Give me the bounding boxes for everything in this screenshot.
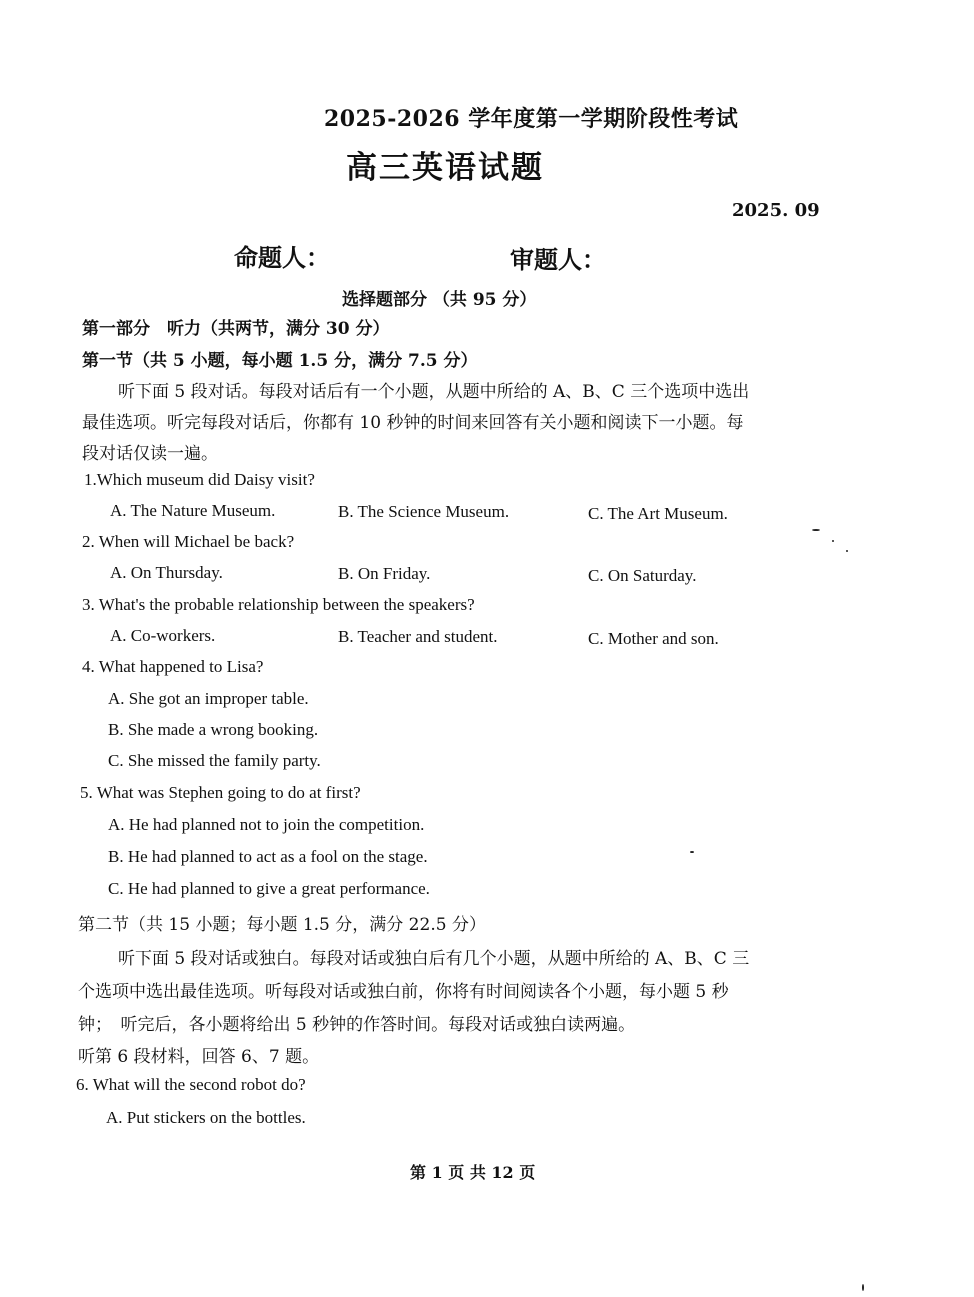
question-4-option-c: C. She missed the family party. bbox=[108, 751, 321, 770]
author-label: 命题人： bbox=[234, 243, 330, 272]
section-total: 选择题部分 （共 95 分） bbox=[342, 290, 537, 310]
question-1-option-c: C. The Art Museum. bbox=[588, 504, 728, 523]
question-4-option-a: A. She got an improper table. bbox=[108, 689, 309, 708]
question-3-option-a: A. Co-workers. bbox=[110, 626, 216, 645]
question-1-option-b: B. The Science Museum. bbox=[338, 502, 510, 521]
question-3-option-b: B. Teacher and student. bbox=[338, 627, 498, 646]
section2-instruction-line2: 个选项中选出最佳选项。听每段对话或独白前，你将有时间阅读各个小题，每小题 5 秒 bbox=[78, 982, 729, 1002]
section2-instruction-line3: 钟； 听完后，各小题将给出 5 秒钟的作答时间。每段对话或独白读两遍。 bbox=[78, 1015, 636, 1035]
part1-title: 第一部分 听力（共两节，满分 30 分） bbox=[82, 319, 390, 339]
scan-speck bbox=[832, 540, 834, 542]
scan-speck bbox=[812, 529, 820, 531]
scan-speck bbox=[846, 550, 848, 552]
question-4-option-b: B. She made a wrong booking. bbox=[108, 720, 319, 739]
question-2-option-a: A. On Thursday. bbox=[110, 563, 223, 582]
question-2-option-b: B. On Friday. bbox=[338, 564, 431, 583]
question-5-option-a: A. He had planned not to join the competition. bbox=[108, 815, 425, 834]
question-5-option-c: C. He had planned to give a great performance. bbox=[108, 879, 430, 898]
question-6-option-a: A. Put stickers on the bottles. bbox=[106, 1108, 306, 1127]
section1-instruction-line2: 最佳选项。听完每段对话后，你都有 10 秒钟的时间来回答有关小题和阅读下一小题。每 bbox=[82, 413, 744, 433]
section2-instruction-line1: 听下面 5 段对话或独白。每段对话或独白后有几个小题，从题中所给的 A、B、C 三 bbox=[118, 949, 750, 969]
scan-speck bbox=[862, 1284, 864, 1291]
material-note: 听第 6 段材料，回答 6、7 题。 bbox=[78, 1047, 320, 1067]
section2-title: 第二节（共 15 小题；每小题 1.5 分，满分 22.5 分） bbox=[78, 915, 486, 935]
question-1-stem: 1.Which museum did Daisy visit? bbox=[84, 470, 315, 489]
question-2-stem: 2. When will Michael be back? bbox=[82, 532, 295, 551]
question-6-stem: 6. What will the second robot do? bbox=[76, 1075, 306, 1094]
question-1-option-a: A. The Nature Museum. bbox=[110, 501, 276, 520]
question-2-option-c: C. On Saturday. bbox=[588, 566, 697, 585]
exam-title: 2025-2026 学年度第一学期阶段性考试 bbox=[324, 106, 739, 132]
question-3-stem: 3. What's the probable relationship between the speakers? bbox=[82, 595, 475, 614]
question-4-stem: 4. What happened to Lisa? bbox=[82, 657, 264, 676]
question-5-stem: 5. What was Stephen going to do at first? bbox=[80, 783, 361, 802]
section1-instruction-line1: 听下面 5 段对话。每段对话后有一个小题，从题中所给的 A、B、C 三个选项中选出 bbox=[118, 382, 750, 402]
section1-instruction-line3: 段对话仅读一遍。 bbox=[82, 444, 218, 464]
exam-date: 2025. 09 bbox=[732, 200, 820, 221]
question-5-option-b: B. He had planned to act as a fool on the stage. bbox=[108, 847, 428, 866]
question-3-option-c: C. Mother and son. bbox=[588, 629, 719, 648]
scan-speck bbox=[690, 851, 694, 853]
section1-title: 第一节（共 5 小题，每小题 1.5 分，满分 7.5 分） bbox=[82, 351, 478, 371]
exam-subtitle: 高三英语试题 bbox=[346, 150, 544, 186]
reviewer-label: 审题人： bbox=[510, 245, 606, 274]
page-footer: 第 1 页 共 12 页 bbox=[410, 1163, 536, 1182]
